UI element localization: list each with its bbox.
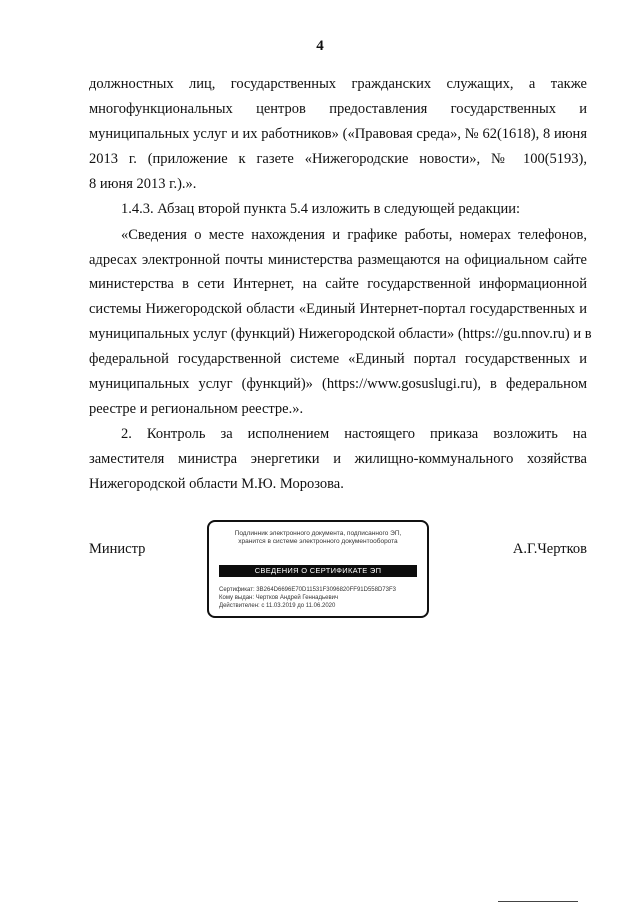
signatory-title: Министр <box>89 541 146 557</box>
body-line: реестре и региональном реестре.». <box>89 401 304 417</box>
body-line: 8 июня 2013 г.).». <box>89 176 197 192</box>
footer-rule <box>498 901 578 902</box>
body-line: Нижегородской области М.Ю. Морозова. <box>89 476 344 492</box>
body-line: муниципальных услуг (функций)» (https://www.gosuslugi.ru), в федеральном <box>89 376 587 392</box>
body-line: 2013 г. (приложение к газете «Нижегородские новости», № 100(5193), <box>89 151 587 167</box>
body-line: 2. Контроль за исполнением настоящего приказа возложить на <box>121 426 587 442</box>
electronic-signature-stamp <box>207 520 429 618</box>
body-line: должностных лиц, государственных гражданских служащих, а также <box>89 76 587 92</box>
stamp-header-line: хранится в системе электронного документооборота <box>238 538 398 545</box>
body-line: адресах электронной почты министерства размещаются на официальном сайте <box>89 252 587 268</box>
body-line: многофункциональных центров предоставления государственных и <box>89 101 587 117</box>
stamp-validity: Действителен: с 11.03.2019 до 11.06.2020 <box>219 603 336 609</box>
page-number: 4 <box>316 38 324 54</box>
body-line: 1.4.3. Абзац второй пункта 5.4 изложить в следующей редакции: <box>121 201 521 217</box>
stamp-header-line: Подлинник электронного документа, подписанного ЭП, <box>234 530 402 537</box>
stamp-header <box>209 530 427 546</box>
body-line: заместителя министра энергетики и жилищно-коммунального хозяйства <box>89 451 587 467</box>
body-line: системы Нижегородской области «Единый Интернет-портал государственных и <box>89 301 587 317</box>
stamp-certificate: Сертификат: 3B264D6696E70D11531F3096820FF91D558D73F3 <box>219 587 396 593</box>
signatory-name: А.Г.Чертков <box>512 541 587 557</box>
body-line: «Сведения о месте нахождения и графике работы, номерах телефонов, <box>121 227 587 243</box>
stamp-certificate-info <box>219 586 396 610</box>
body-line: муниципальных услуг (функций) Нижегородской области» (https://gu.nnov.ru) и в <box>89 326 592 342</box>
stamp-issued-to: Кому выдан: Чертков Андрей Геннадьевич <box>219 595 339 601</box>
stamp-banner: СВЕДЕНИЯ О СЕРТИФИКАТЕ ЭП <box>219 565 417 577</box>
body-line: муниципальных услуг и их работников» («Правовая среда», № 62(1618), 8 июня <box>89 126 587 142</box>
body-line: министерства в сети Интернет, на сайте государственной информационной <box>89 276 587 292</box>
body-line: федеральной государственной системе «Единый портал государственных и <box>89 351 587 367</box>
